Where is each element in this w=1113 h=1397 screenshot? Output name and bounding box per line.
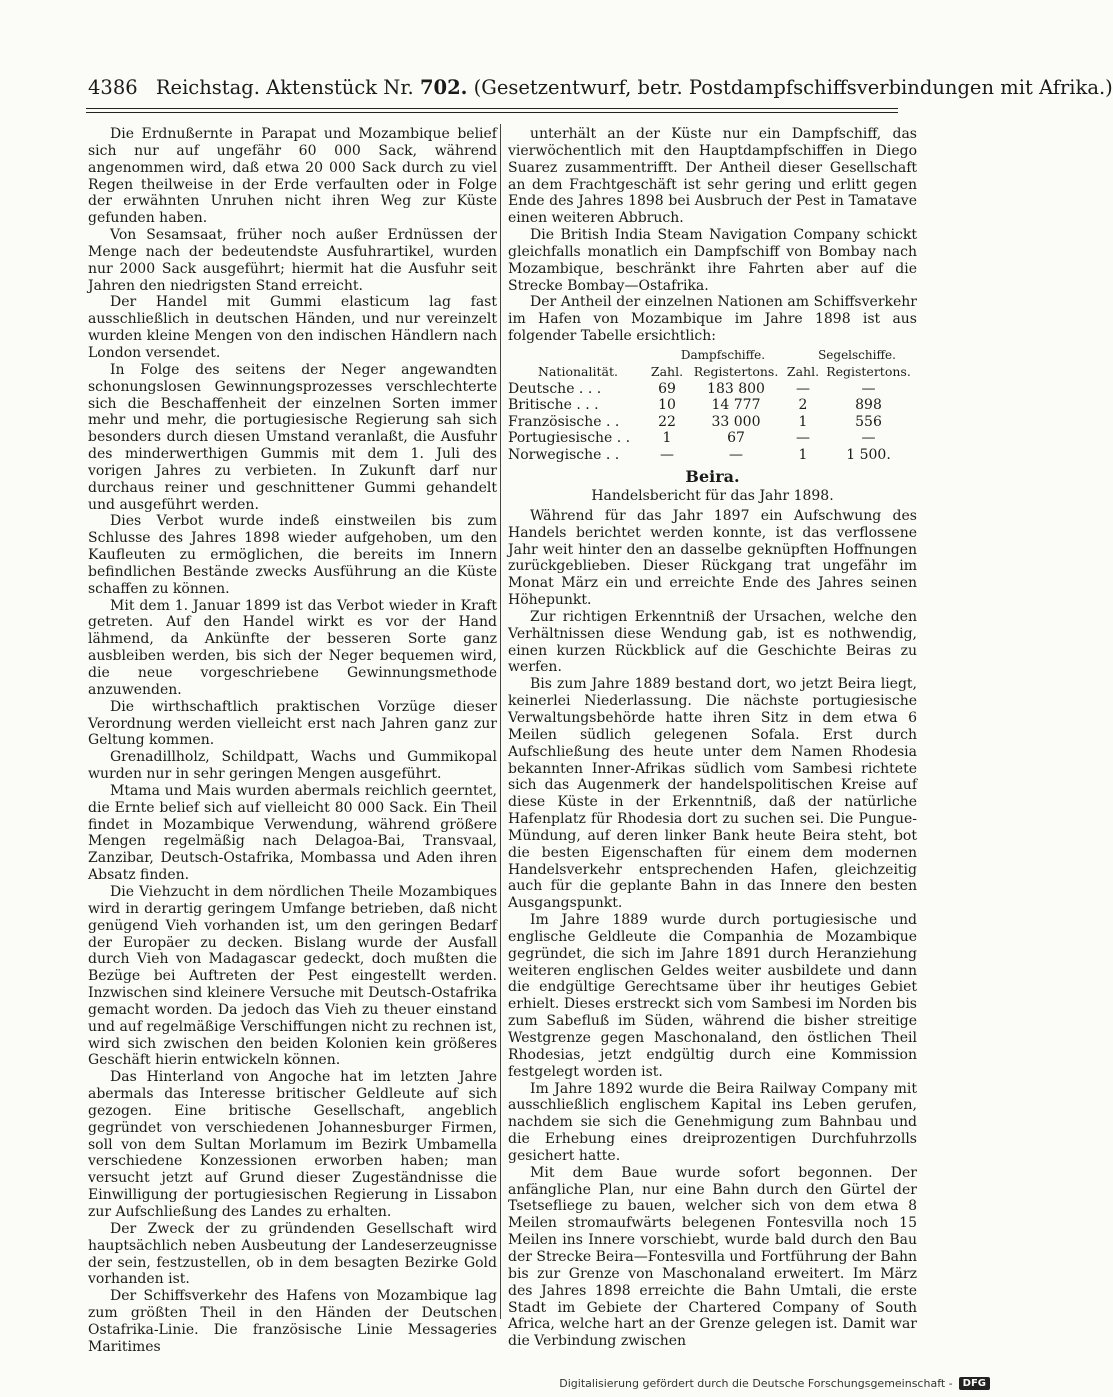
table-cell: —: [861, 430, 876, 447]
section-title: Beira.: [685, 467, 740, 487]
paragraph: Der Schiffsverkehr des Hafens von Mozambique lag zum größten Theil in den Händen der Deutschen Ostafrika-Linie. Die französische Linie Messageries Maritimes: [88, 1288, 497, 1355]
table-cell: 1: [798, 446, 808, 463]
paragraph: Mit dem 1. Januar 1899 ist das Verbot wieder in Kraft getreten. Auf den Handel wirkt es vor der Hand lähmend, da Ankünfte der besseren Sorte ganz ausbleiben werden, bis sich der Neger bequemen wird, die neue vorgeschriebene Gewinnungsmethode anzuwenden.: [88, 597, 497, 698]
table-row: [508, 397, 917, 414]
table-cell: 69: [658, 380, 676, 397]
dfg-logo: DFG: [959, 1377, 990, 1390]
paragraph: Zur richtigen Erkenntniß der Ursachen, welche den Verhältnissen diese Wendung gab, ist es nothwendig, einen kurzen Rückblick auf die Geschichte Beiras zu werfen.: [508, 608, 917, 676]
table-cell: 33 000: [711, 413, 761, 430]
paragraph: unterhält an der Küste nur ein Dampfschiff, das vierwöchentlich mit den Hauptdampfschiffen in Diego Suarez zusammentrifft. Der Antheil dieser Gesellschaft an dem Frachtgeschäft ist sehr gering und erlitt gegen Ende des Jahres 1898 bei Ausbruch der Pest in Tamatave einen weiteren Abbruch.: [508, 126, 917, 227]
paragraph: Das Hinterland von Angoche hat im letzten Jahre abermals das Interesse britischer Geldleute auf sich gezogen. Eine britische Gesellschaft, angeblich gegründet von verschiedenen Johannesburger Firmen, soll von dem Sultan Morlamum im Bezirk Umbamella verschiedene Konzessionen erworben haben; man versucht jetzt auf Grund dieser Zugeständnisse die Einwilligung der portugiesischen Regierung in Lissabon zur Aufschließung des Landes zu erhalten.: [88, 1069, 497, 1220]
table-cell: Britische . . .: [508, 397, 599, 414]
shipping-table: [508, 364, 917, 463]
table-cell: —: [729, 446, 743, 463]
paragraph: Von Sesamsaat, früher noch außer Erdnüssen der Menge nach der bedeutendste Ausfuhrartikel, wurden nur 2000 Sack ausgeführt; hiermit hat die Ausfuhr seit Jahren den niedrigsten Stand erreicht.: [88, 227, 497, 294]
header-rule-top: [86, 108, 898, 109]
paragraph: Der Zweck der zu gründenden Gesellschaft wird hauptsächlich neben Ausbeutung der Landeserzeugnisse der sein, festzustellen, ob in dem besagten Bezirke Gold vorhanden ist.: [88, 1220, 497, 1288]
group-sailships: Segelschiffe.: [818, 347, 896, 362]
footer-text: Digitalisierung gefördert durch die Deutsche Forschungsgemeinschaft -: [559, 1376, 953, 1390]
table-group-captions: [508, 347, 917, 364]
table-cell: 1: [662, 430, 672, 447]
right-column-intro: [508, 126, 917, 345]
table-cell: 2: [798, 397, 808, 414]
table-cell: —: [796, 430, 810, 447]
header-title: Reichstag. Aktenstück Nr.: [155, 76, 414, 99]
table-cell: 183 800: [707, 380, 765, 397]
paragraph: In Folge des seitens der Neger angewandten schonungslosen Gewinnungsprozesses verschlechterte sich die Beschaffenheit der einzelnen Sorten immer mehr und mehr, die portugiesische Regierung sah sich besonders durch diesen Umstand veranlaßt, die Ausfuhr des minderwerthigen Gummis mit dem 1. Juli des vorigen Jahres zu verbieten. In Zukunft darf nur durchaus reiner und geschnittener Gummi gehandelt und ausgeführt werden.: [88, 361, 497, 513]
document-number: 702.: [419, 76, 468, 99]
left-column: [88, 126, 497, 1355]
paragraph: Im Jahre 1892 wurde die Beira Railway Company mit ausschließlich englischem Kapital ins Leben gerufen, nachdem sie sich die Genehmigung zum Bahnbau und die Erhebung eines dreiprozentigen Durchfuhrzolls gesichert hatte.: [508, 1080, 917, 1164]
paragraph: Mtama und Mais wurden abermals reichlich geerntet, die Ernte belief sich auf vielleicht 80 000 Sack. Ein Theil findet in Mozambique Verwendung, während größere Mengen regelmäßig nach Delagoa-Bai, Transvaal, Zanzibar, Deutsch-Ostafrika, Mombassa und Aden ihren Absatz finden.: [88, 782, 497, 884]
table-header-cell: Zahl.: [786, 363, 820, 379]
paragraph: Die wirthschaftlich praktischen Vorzüge dieser Verordnung werden vielleicht erst nach Jahren ganz zur Geltung kommen.: [88, 698, 497, 749]
column-divider: [500, 124, 501, 1319]
section-subtitle: Handelsbericht für das Jahr 1898.: [591, 488, 834, 504]
table-header-row: [508, 364, 917, 381]
paragraph: Der Antheil der einzelnen Nationen am Schiffsverkehr im Hafen von Mozambique im Jahre 1898 ist aus folgender Tabelle ersichtlich:: [508, 294, 917, 345]
table-cell: 898: [855, 397, 882, 414]
paragraph: Bis zum Jahre 1889 bestand dort, wo jetzt Beira liegt, keinerlei Niederlassung. Die nächste portugiesische Verwaltungsbehörde hatte ihren Sitz in dem etwa 6 Meilen südlich gelegenen Sofala. Erst durch Aufschließung des heute unter dem Namen Rhodesia bekannten Inner-Afrikas südlich vom Sambesi richtete sich das Augenmerk der handelspolitischen Kreise auf diese Küste in der Erkenntniß, daß der natürliche Hafenplatz für Rhodesia dort zu suchen sei. Die Pungue-Mündung, auf deren linker Bank heute Beira steht, bot die besten Eigenschaften für einem dem modernen Handelsverkehr entsprechenden Hafen, gleichzeitig auch für die geplante Bahn in das Innere den besten Ausgangspunkt.: [508, 676, 917, 912]
paragraph: Mit dem Baue wurde sofort begonnen. Der anfängliche Plan, nur eine Bahn durch den Gürtel der Tsetsefliege zu bauen, welcher sich von dem etwa 8 Meilen stromaufwärts belegenen Fontesvilla noch 15 Meilen ins Innere vorschiebt, wurde bald durch den Bau der Strecke Beira—Fontesvilla und Fortführung der Bahn bis zur Grenze von Maschonaland erweitert. Im März des Jahres 1898 erreichte die Bahn Umtali, die erste Stadt im Gebiete der Chartered Company of South Africa, welche hart an der Grenze gelegen ist. Damit war die Verbindung zwischen: [508, 1164, 917, 1350]
page-header: [88, 76, 1113, 106]
table-header-cell: Registertons.: [826, 363, 911, 379]
paragraph: Grenadillholz, Schildpatt, Wachs und Gummikopal wurden nur in sehr geringen Mengen ausgeführt.: [88, 749, 497, 783]
table-cell: 556: [855, 413, 882, 430]
table-row: [508, 447, 917, 464]
table-cell: Norwegische . .: [508, 446, 620, 463]
table-cell: Portugiesische . .: [508, 430, 631, 447]
header-rule-bottom: [86, 112, 898, 113]
footer-credit: [559, 1375, 990, 1391]
table-row: [508, 381, 917, 398]
table-cell: —: [660, 446, 674, 463]
table-header-cell: Registertons.: [693, 363, 779, 379]
table-cell: —: [861, 380, 876, 397]
table-cell: 1 500.: [846, 446, 891, 463]
table-cell: 22: [658, 413, 676, 430]
paragraph: Dies Verbot wurde indeß einstweilen bis zum Schlusse des Jahres 1898 wieder aufgehoben, um den Kaufleuten zu ermöglichen, die bereits im Innern befindlichen Bestände zwecks Ausführung an die Küste schaffen zu können.: [88, 513, 497, 597]
table-cell: Französische . .: [508, 413, 620, 430]
page-number: 4386: [88, 76, 138, 99]
table-cell: 1: [798, 413, 808, 430]
table-cell: —: [796, 380, 810, 397]
paragraph: Die British India Steam Navigation Company schickt gleichfalls monatlich ein Dampfschiff von Bombay nach Mozambique, beschränkt ihre Fahrten aber auf die Strecke Bombay—Ostafrika.: [508, 227, 917, 294]
right-column-body: [508, 508, 917, 1350]
table-cell: 67: [727, 430, 745, 447]
paragraph: Die Erdnußernte in Parapat und Mozambique belief sich nur auf ungefähr 60 000 Sack, während angenommen wird, daß etwa 20 000 Sack durch zu viel Regen theilweise in der Erde verfaulten oder in Folge der erwähnten Unruhen nicht ihren Weg zur Küste gefunden haben.: [88, 126, 497, 227]
table-cell: Deutsche . . .: [508, 380, 602, 397]
paragraph: Im Jahre 1889 wurde durch portugiesische und englische Geldleute die Companhia de Mozambique gegründet, die sich im Jahre 1891 durch Heranziehung weiteren englischen Geldes weiter ausbildete und dann die endgültige Gerechtsame über ihr heutiges Gebiet erhielt. Dieses erstreckt sich vom Sambesi im Norden bis zum Sabefluß im Süden, während die bisher streitige Westgrenze gegen Maschonaland, den östlichen Theil Rhodesias, jetzt endgültig durch eine Kommission festgelegt worden ist.: [508, 912, 917, 1080]
table-cell: 10: [658, 397, 676, 414]
group-steamships: Dampfschiffe.: [680, 347, 766, 362]
table-header-cell: Nationalität.: [538, 363, 618, 379]
paragraph: Die Viehzucht in dem nördlichen Theile Mozambiques wird in derartig geringem Umfange betrieben, daß nicht genügend Vieh vorhanden ist, um den geringen Bedarf der Europäer zu decken. Bislang wurde der Ausfall durch Vieh von Madagascar gedeckt, doch mußten die Bezüge bei Auftreten der Pest eingestellt werden. Inzwischen sind kleinere Versuche mit Deutsch-Ostafrika gemacht worden. Da jedoch das Vieh zu theuer einstand und auf regelmäßige Verschiffungen nicht zu rechnen ist, wird sich zwischen den beiden Kolonien kein größeres Geschäft hierin entwickeln können.: [88, 883, 497, 1069]
paragraph: Während für das Jahr 1897 ein Aufschwung des Handels berichtet werden konnte, ist das verflossene Jahr weit hinter den an dasselbe geknüpften Hoffnungen zurückgeblieben. Dieser Rückgang trat ungefähr im Monat März ein und erreichte Ende des Jahres seinen Höhepunkt.: [508, 507, 917, 609]
table-row: [508, 430, 917, 447]
right-column: [508, 126, 917, 1350]
paragraph: Der Handel mit Gummi elasticum lag fast ausschließlich in deutschen Händen, und nur vereinzelt wurden kleine Mengen von den indischen Händlern nach London versendet.: [88, 294, 497, 361]
header-subject: (Gesetzentwurf, betr. Postdampfschiffsverbindungen mit Afrika.): [473, 76, 1113, 99]
table-row: [508, 414, 917, 431]
table-header-cell: Zahl.: [650, 363, 684, 379]
table-cell: 14 777: [711, 397, 761, 414]
